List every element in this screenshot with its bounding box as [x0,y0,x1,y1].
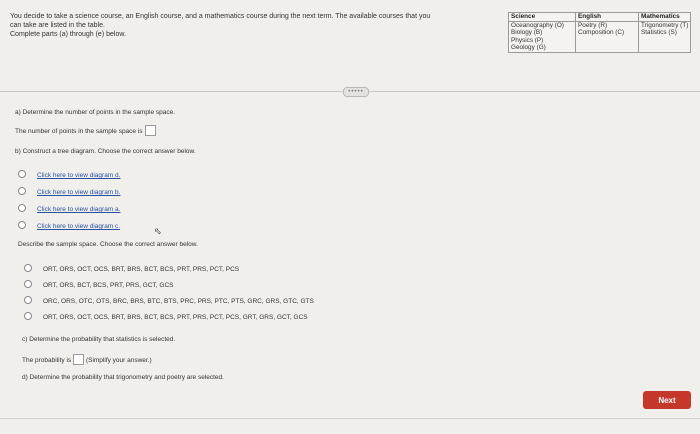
sample-space-count-input[interactable] [145,125,156,136]
radio-icon[interactable] [24,264,32,272]
tree-option-b[interactable] [18,188,120,197]
course-oceanography: Oceanography (O) [511,21,564,29]
english-courses [576,21,639,52]
tree-option-c[interactable] [18,222,120,231]
sample-space-option-4-label[interactable]: ORT, ORS, OCT, OCS, BRT, BRS, BCT, BCS, PRT, PRS, PCT, PCS, GRT, GRS, GCT, GCS [43,314,308,321]
part-a-question: a) Determine the number of points in the sample space. [15,109,176,116]
sample-space-option-4[interactable] [24,313,308,322]
radio-icon[interactable] [18,187,26,195]
radio-icon[interactable] [24,312,32,320]
bottom-divider [0,418,700,419]
radio-icon[interactable] [18,221,26,229]
header-english: English [576,13,639,22]
radio-icon[interactable] [24,280,32,288]
intro-line-1: You decide to take a science course, an English course, and a mathematics course during the next term. The available courses that you [10,13,431,20]
course-statistics: Statistics (S) [641,29,677,37]
next-button[interactable]: Next [643,391,691,409]
radio-icon[interactable] [18,170,26,178]
part-a-answer-row [15,126,156,137]
mouse-cursor-icon: ⬁ [154,226,162,236]
part-c-answer-row [22,355,152,366]
diagram-b-link[interactable]: Click here to view diagram b. [37,189,121,196]
statistics-probability-input[interactable] [73,354,84,365]
diagram-c-link[interactable]: Click here to view diagram c. [37,223,121,230]
tree-option-a[interactable] [18,205,120,214]
part-c-answer-prefix: The probability is [22,357,72,365]
course-physics: Physics (P) [511,36,544,44]
course-composition: Composition (C) [578,29,625,37]
science-courses [509,21,576,52]
diagram-d-link[interactable]: Click here to view diagram d. [37,172,121,179]
part-c-question: c) Determine the probability that statistics is selected. [22,336,176,343]
part-d-question: d) Determine the probability that trigonometry and poetry are selected. [22,374,224,381]
problem-intro [10,12,500,39]
diagram-a-link[interactable]: Click here to view diagram a. [37,206,121,213]
course-table-header-row [509,13,691,22]
expand-handle[interactable]: ••••• [343,87,369,97]
course-table-body-row [509,21,691,52]
part-a-answer-prefix: The number of points in the sample space is [15,128,143,136]
course-table [508,12,691,53]
mathematics-courses [639,21,691,52]
course-poetry: Poetry (R) [578,21,608,29]
part-c-answer-hint: (Simplify your answer.) [85,357,152,365]
sample-space-option-2-label[interactable]: ORT, ORS, BCT, BCS, PRT, PRS, GCT, GCS [43,282,174,289]
sample-space-option-2[interactable] [24,281,174,290]
sample-space-question: Describe the sample space. Choose the correct answer below. [18,241,198,248]
header-science: Science [509,13,576,22]
intro-line-2: can take are listed in the table. [10,22,105,29]
course-geology: Geology (G) [511,44,546,52]
course-biology: Biology (B) [511,29,543,37]
sample-space-option-1[interactable] [24,265,239,274]
sample-space-option-3[interactable] [24,297,314,306]
course-trigonometry: Trigonometry (T) [641,21,689,29]
sample-space-option-1-label[interactable]: ORT, ORS, OCT, OCS, BRT, BRS, BCT, BCS, PRT, PRS, PCT, PCS [43,266,240,273]
sample-space-option-3-label[interactable]: ORC, ORS, OTC, OTS, BRC, BRS, BTC, BTS, PRC, PRS, PTC, PTS, GRC, GRS, GTC, GTS [43,298,314,305]
intro-line-3: Complete parts (a) through (e) below. [10,31,126,38]
header-mathematics: Mathematics [639,13,691,22]
radio-icon[interactable] [18,204,26,212]
part-b-question: b) Construct a tree diagram. Choose the correct answer below. [15,148,196,155]
tree-option-d[interactable] [18,171,120,180]
radio-icon[interactable] [24,296,32,304]
